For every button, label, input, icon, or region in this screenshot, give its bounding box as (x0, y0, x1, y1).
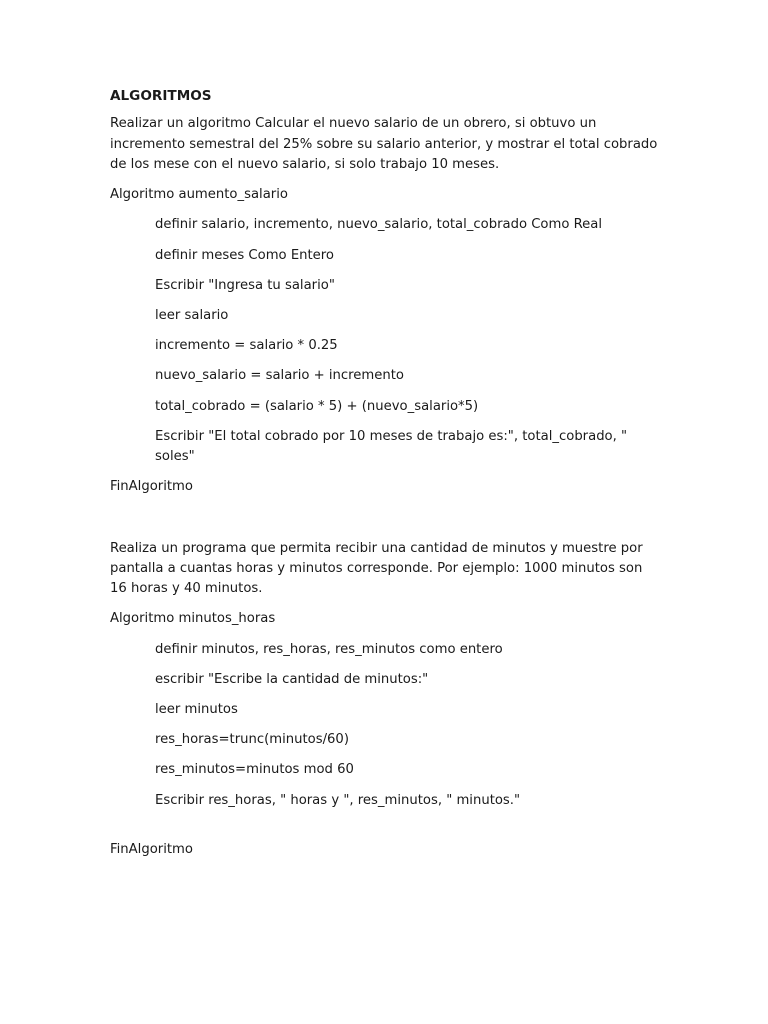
code-line: incremento = salario * 0.25 (155, 338, 338, 354)
code-line: Escribir "Ingresa tu salario" (155, 277, 335, 293)
section2-code-block (110, 640, 660, 811)
code-line: leer minutos (155, 702, 238, 718)
code-line: Escribir res_horas, " horas y ", res_minutos, " minutos." (155, 792, 521, 808)
section2-intro: Realiza un programa que permita recibir una cantidad de minutos y muestre por pantalla a cuantas horas y minutos corresponde. Por ejemplo: 1000 minutos son 16 horas y 40 minutos. (110, 540, 643, 597)
section1-intro: Realizar un algoritmo Calcular el nuevo salario de un obrero, si obtuvo un incremento semestral del 25% sobre su salario anterior, y mostrar el total cobrado de los mese con el nuevo salario, si solo trabajo 10 meses. (110, 116, 658, 173)
code-line: res_horas=trunc(minutos/60) (155, 732, 349, 748)
code-line: res_minutos=minutos mod 60 (155, 762, 354, 778)
code-line: leer salario (155, 308, 229, 324)
section1-algorithm-end: FinAlgoritmo (110, 479, 193, 495)
spacer (110, 508, 660, 539)
document-title: ALGORITMOS (110, 88, 212, 104)
section1-code-block (110, 215, 660, 467)
code-line: definir meses Como Entero (155, 247, 334, 263)
section2-algorithm-start: Algoritmo minutos_horas (110, 611, 276, 627)
code-line: Escribir "El total cobrado por 10 meses de trabajo es:", total_cobrado, " soles" (155, 428, 628, 465)
code-line: escribir "Escribe la cantidad de minutos:" (155, 671, 429, 687)
code-line: definir salario, incremento, nuevo_salario, total_cobrado Como Real (155, 217, 603, 233)
section2-algorithm-end: FinAlgoritmo (110, 841, 193, 857)
section1-algorithm-start: Algoritmo aumento_salario (110, 187, 288, 203)
code-line: definir minutos, res_horas, res_minutos como entero (155, 641, 503, 657)
document-content (110, 86, 660, 870)
code-line: nuevo_salario = salario + incremento (155, 368, 404, 384)
code-line: total_cobrado = (salario * 5) + (nuevo_salario*5) (155, 398, 479, 414)
spacer (110, 821, 660, 840)
